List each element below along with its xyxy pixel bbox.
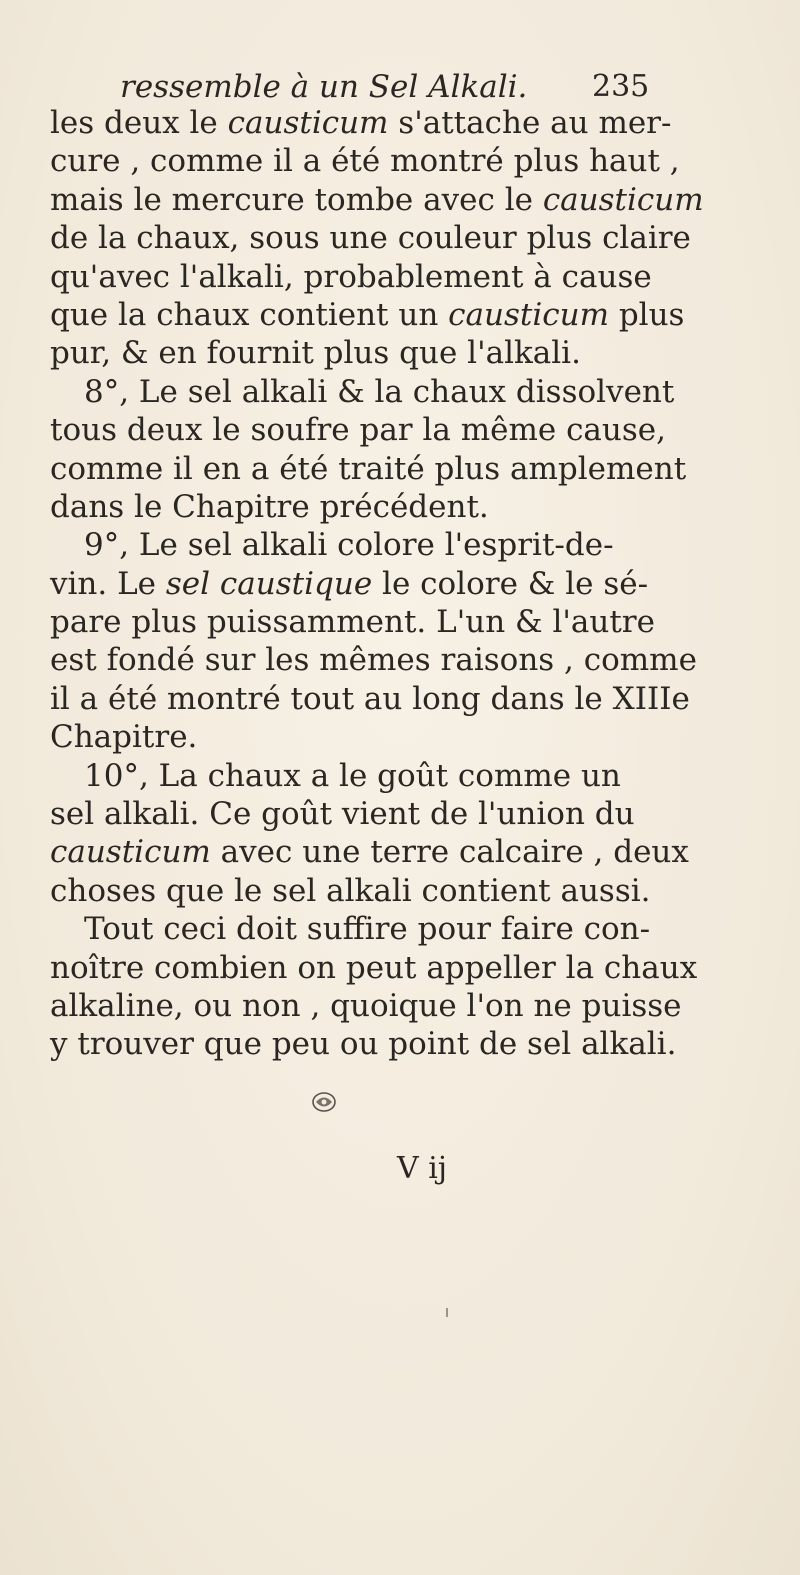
text-run: les deux le: [50, 105, 228, 141]
text-run: que la chaux contient un: [50, 296, 449, 333]
text-run: alkaline, ou non , quoique l'on ne puisse: [50, 987, 682, 1024]
text-run: plus: [608, 296, 685, 333]
text-run: comme il en a été traité plus amplement: [50, 450, 687, 487]
text-run: mais le mercure tombe avec le: [50, 181, 543, 218]
page-body-text: [50, 104, 800, 1064]
text-line: [50, 526, 800, 564]
text-line: [50, 910, 800, 948]
text-line: [50, 680, 800, 718]
text-run: noître combien on peut appeller la chaux: [50, 949, 698, 986]
text-run: pare plus puissamment. L'un & l'autre: [50, 604, 655, 641]
text-line: [50, 872, 800, 910]
text-run: qu'avec l'alkali, probablement à cause: [50, 258, 652, 295]
text-run: avec une terre calcaire , deux: [210, 834, 689, 871]
text-run: est fondé sur les mêmes raisons , comme: [50, 642, 697, 679]
page-number: 235: [592, 69, 650, 104]
text-line: [50, 641, 800, 679]
text-line: [50, 334, 800, 372]
text-run: 10°, La chaux a le goût comme un: [84, 757, 621, 794]
text-line: [50, 1025, 800, 1063]
signature-mark: V ij: [397, 1151, 448, 1186]
text-run: s'attache au mer-: [388, 105, 672, 141]
running-header: [120, 68, 650, 106]
text-line: [50, 258, 800, 296]
text-line: [50, 565, 800, 603]
italic-term: causticum: [542, 181, 704, 218]
text-line: [50, 603, 800, 641]
text-run: cure , comme il a été montré plus haut ,: [50, 143, 680, 180]
text-line: [50, 411, 800, 449]
text-line: [50, 104, 800, 142]
text-line: [50, 949, 800, 987]
printer-ornament-icon: [310, 1090, 338, 1114]
text-run: vin. Le: [50, 565, 166, 602]
italic-term: causticum: [227, 105, 389, 141]
text-run: tous deux le soufre par la même cause,: [50, 412, 666, 449]
text-run: 8°, Le sel alkali & la chaux dissolvent: [84, 373, 675, 410]
text-run: pur, & en fournit plus que l'alkali.: [50, 335, 581, 372]
text-line: [50, 373, 800, 411]
text-line: [50, 987, 800, 1025]
running-title: ressemble à un Sel Alkali.: [120, 69, 528, 105]
text-line: [50, 219, 800, 257]
text-run: Chapitre.: [50, 719, 198, 756]
text-run: sel alkali. Ce goût vient de l'union du: [50, 796, 635, 833]
text-run: le colore & le sé-: [372, 565, 649, 602]
text-line: [50, 181, 800, 219]
text-run: y trouver que peu ou point de sel alkali.: [50, 1026, 677, 1063]
text-run: Tout ceci doit suffire pour faire con-: [84, 911, 651, 948]
text-line: [50, 450, 800, 488]
italic-term: sel caustique: [165, 565, 373, 602]
text-run: 9°, Le sel alkali colore l'esprit-de-: [84, 527, 614, 564]
text-run: il a été montré tout au long dans le XIIIe: [50, 680, 690, 717]
text-line: [50, 142, 800, 180]
text-line: [50, 718, 800, 756]
text-line: [50, 488, 800, 526]
text-line: [50, 833, 800, 871]
text-line: [50, 795, 800, 833]
text-run: dans le Chapitre précédent.: [50, 488, 489, 525]
text-run: de la chaux, sous une couleur plus claire: [50, 220, 691, 257]
text-line: [50, 296, 800, 334]
paper-speck: [446, 1308, 448, 1317]
text-line: [50, 757, 800, 795]
italic-term: causticum: [50, 834, 211, 871]
italic-term: causticum: [448, 296, 609, 333]
text-run: choses que le sel alkali contient aussi.: [50, 872, 651, 909]
